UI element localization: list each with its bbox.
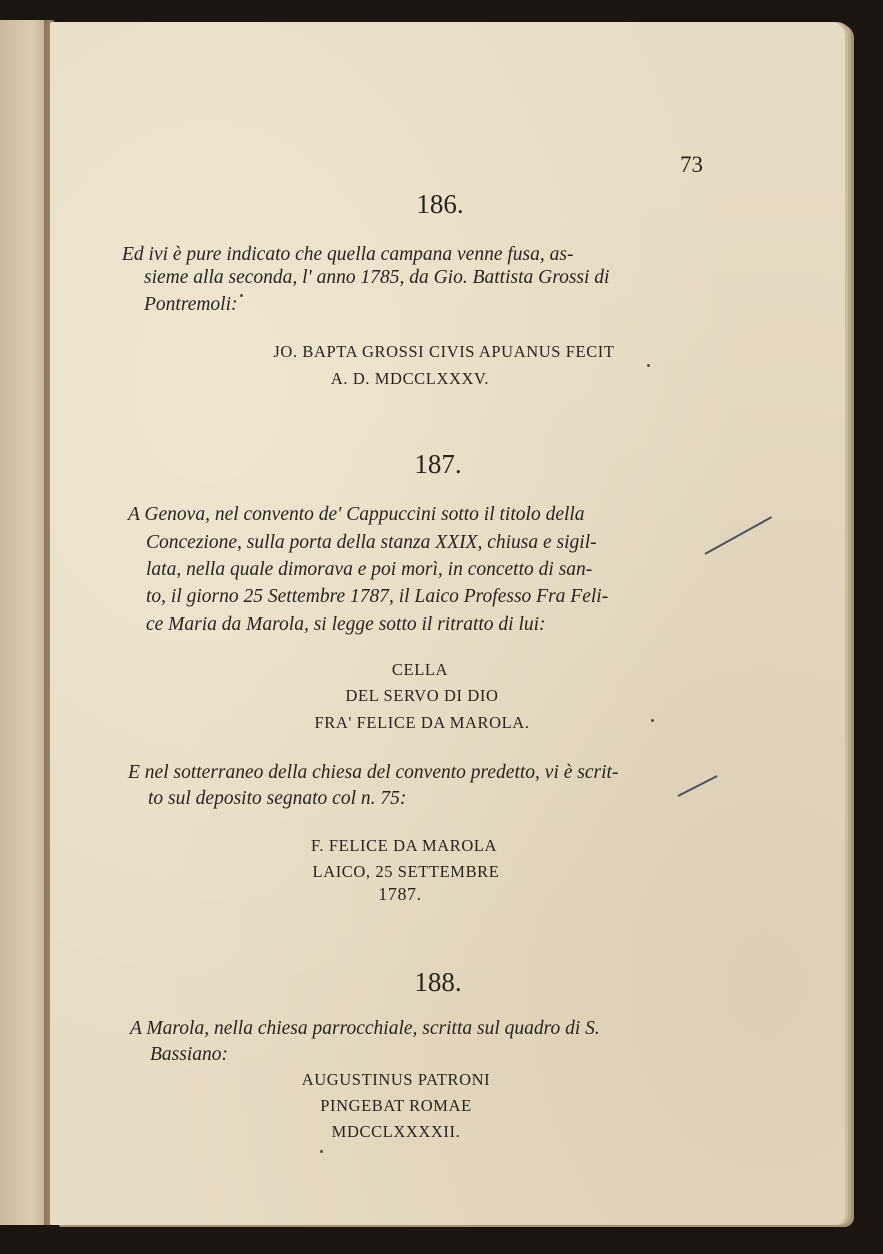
inscription-line: PINGEBAT ROMAE	[320, 1096, 472, 1115]
inscription-line: MDCCLXXXXII.	[331, 1122, 461, 1141]
body-line: sieme alla seconda, l' anno 1785, da Gio. Battista Grossi di	[144, 267, 610, 288]
section-number-188: 188.	[414, 967, 462, 997]
inscription-line: AUGUSTINUS PATRONI	[301, 1070, 491, 1089]
ink-speck	[651, 719, 654, 722]
body-line: A Marola, nella chiesa parrocchiale, scritta sul quadro di S.	[130, 1018, 600, 1039]
ink-speck	[647, 364, 650, 367]
inscription-line: CELLA	[391, 660, 449, 679]
inscription-line: FRA' FELICE DA MAROLA.	[314, 713, 530, 732]
pencil-mark	[678, 775, 718, 797]
inscription-line: 1787.	[378, 884, 422, 904]
body-line: Ed ivi è pure indicato che quella campana venne fusa, as-	[122, 244, 574, 265]
body-line: Pontremoli:	[144, 294, 238, 315]
ink-speck	[320, 1150, 323, 1153]
body-line: ce Maria da Marola, si legge sotto il ritratto di lui:	[146, 614, 546, 635]
body-line: A Genova, nel convento de' Cappuccini sotto il titolo della	[128, 504, 585, 525]
section-number-186: 186.	[416, 189, 464, 219]
body-line: Bassiano:	[150, 1044, 228, 1065]
inscription-line: F. FELICE DA MAROLA	[310, 836, 498, 855]
ink-speck	[240, 294, 243, 297]
page-number: 73	[680, 152, 703, 177]
body-line: to, il giorno 25 Settembre 1787, il Laico Professo Fra Feli-	[146, 586, 609, 607]
book-page	[50, 22, 845, 1225]
section-number-187: 187.	[414, 449, 462, 479]
body-line: Concezione, sulla porta della stanza XXIX, chiusa e sigil-	[146, 532, 597, 553]
inscription-line: JO. BAPTA GROSSI CIVIS APUANUS FECIT	[273, 342, 615, 361]
inscription-line: LAICO, 25 SETTEMBRE	[312, 862, 500, 881]
inscription-line: A. D. MDCCLXXXV.	[330, 369, 490, 388]
body-line: E nel sotterraneo della chiesa del convento predetto, vi è scrit-	[128, 762, 619, 783]
body-line: to sul deposito segnato col n. 75:	[148, 788, 407, 809]
inscription-line: DEL SERVO DI DIO	[345, 686, 499, 705]
body-line: lata, nella quale dimorava e poi morì, in concetto di san-	[146, 559, 593, 580]
pencil-mark	[705, 516, 772, 555]
